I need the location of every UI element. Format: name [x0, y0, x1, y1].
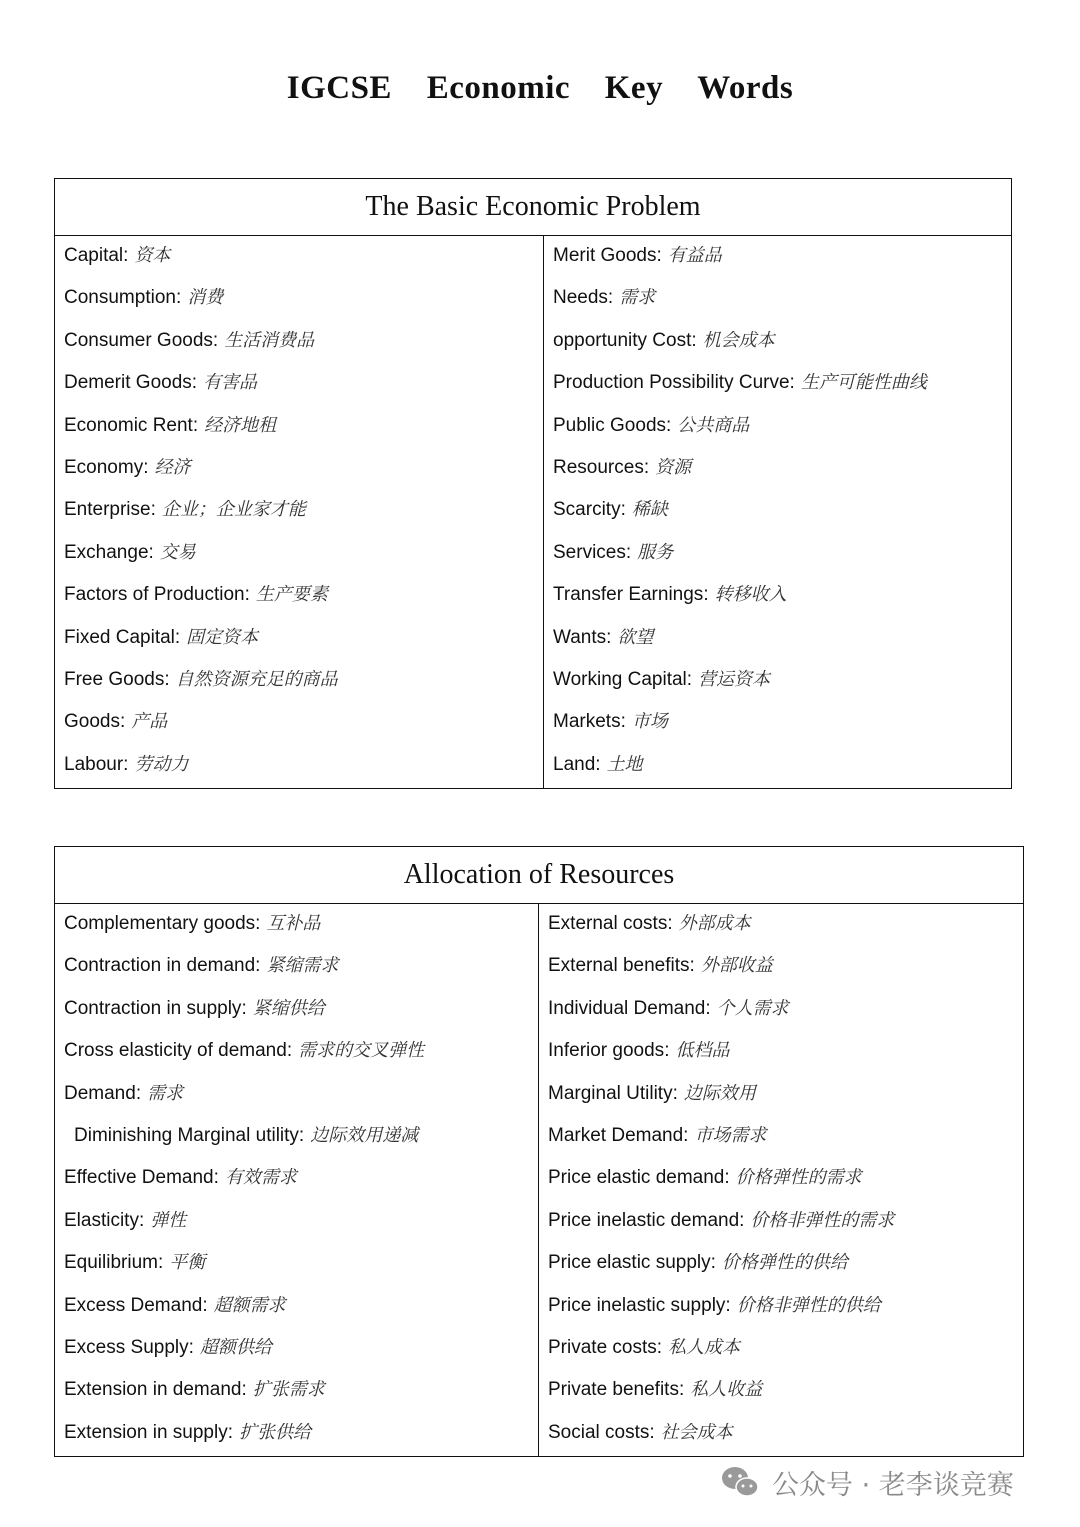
term-separator: :: [255, 913, 261, 934]
term-english: Excess Supply: [64, 1336, 189, 1358]
term-english: Marginal Utility: [548, 1082, 673, 1104]
term-chinese: 劳动力: [134, 753, 189, 775]
term-chinese: 固定资本: [186, 626, 259, 648]
term-row: [544, 370, 1011, 412]
term-chinese: 产品: [131, 711, 168, 733]
term-row: [55, 1165, 538, 1207]
term-separator: :: [620, 711, 626, 733]
term-chinese: 经济: [154, 456, 191, 478]
term-row: [55, 953, 538, 995]
term-chinese: 低档品: [675, 1040, 730, 1062]
term-row: [55, 413, 543, 455]
term-row: [55, 1038, 538, 1080]
term-row: [539, 1165, 1023, 1207]
term-row: [55, 1293, 538, 1335]
right-column: [539, 904, 1023, 1456]
term-row: [55, 752, 543, 794]
term-row: [55, 1335, 538, 1377]
term-chinese: 超额供给: [199, 1336, 272, 1358]
term-separator: :: [656, 245, 662, 266]
term-row: [544, 328, 1011, 370]
term-english: Effective Demand: [64, 1167, 214, 1189]
term-chinese: 互补品: [266, 913, 321, 934]
term-english: Excess Demand: [64, 1294, 203, 1316]
term-english: Consumer Goods: [64, 329, 213, 351]
term-english: opportunity Cost: [553, 329, 692, 351]
term-separator: :: [705, 997, 711, 1019]
term-english: External benefits: [548, 955, 690, 977]
term-chinese: 生产要素: [255, 584, 328, 606]
term-english: Equilibrium: [64, 1252, 158, 1274]
term-chinese: 私人收益: [690, 1379, 763, 1401]
term-separator: :: [191, 372, 198, 394]
term-english: Price elastic supply: [548, 1252, 711, 1274]
term-english: Transfer Earnings: [553, 584, 704, 606]
term-separator: :: [212, 329, 219, 351]
term-chinese: 生活消费品: [224, 329, 315, 351]
term-row: [544, 285, 1011, 327]
table-allocation-of-resources: [54, 846, 1024, 1457]
term-separator: :: [703, 584, 709, 606]
term-english: Production Possibility Curve: [553, 372, 790, 394]
term-separator: :: [119, 711, 126, 733]
wechat-icon: [720, 1465, 760, 1499]
term-chinese: 边际效用: [683, 1082, 756, 1104]
term-english: Labour: [64, 753, 124, 775]
term-chinese: 价格非弹性的需求: [750, 1209, 895, 1231]
term-english: Market Demand: [548, 1124, 684, 1146]
term-separator: :: [150, 499, 156, 521]
term-english: Resources: [553, 456, 644, 478]
term-chinese: 社会成本: [660, 1421, 733, 1443]
term-english: Services: [553, 541, 626, 563]
term-chinese: 边际效用递减: [310, 1124, 419, 1146]
term-row: [539, 1335, 1023, 1377]
term-row: [55, 370, 543, 412]
term-chinese: 有效需求: [224, 1167, 297, 1189]
term-english: Contraction in supply: [64, 997, 242, 1019]
term-separator: :: [174, 626, 181, 648]
term-row: [544, 667, 1011, 709]
term-chinese: 价格非弹性的供给: [736, 1294, 881, 1316]
term-english: Private benefits: [548, 1379, 679, 1401]
term-separator: :: [664, 1040, 670, 1062]
term-chinese: 营运资本: [698, 668, 771, 690]
term-row: [539, 953, 1023, 995]
term-separator: :: [241, 1379, 247, 1401]
term-english: Contraction in demand: [64, 955, 256, 977]
term-english: Scarcity: [553, 499, 621, 521]
term-chinese: 生产可能性曲线: [800, 372, 927, 394]
term-row: [55, 328, 543, 370]
term-separator: :: [672, 1082, 678, 1104]
term-row: [55, 911, 538, 953]
term-english: Demerit Goods: [64, 372, 192, 394]
term-separator: :: [710, 1252, 716, 1274]
term-chinese: 需求的交叉弹性: [298, 1040, 425, 1062]
term-chinese: 有益品: [667, 245, 722, 266]
term-chinese: 资源: [655, 456, 692, 478]
term-chinese: 外部收益: [700, 955, 773, 977]
term-english: Goods: [64, 711, 120, 733]
term-separator: :: [227, 1421, 233, 1443]
right-column: [544, 236, 1011, 788]
term-row: [544, 752, 1011, 794]
term-separator: :: [683, 1124, 689, 1146]
term-english: Price inelastic demand: [548, 1209, 740, 1231]
term-row: [539, 1038, 1023, 1080]
term-row: [539, 1250, 1023, 1292]
term-separator: :: [606, 626, 612, 648]
term-english: Needs: [553, 287, 608, 309]
term-separator: :: [148, 541, 154, 563]
term-english: Cross elasticity of demand: [64, 1040, 287, 1062]
term-english: Enterprise: [64, 499, 151, 521]
term-row: [55, 709, 543, 751]
term-english: Social costs: [548, 1421, 650, 1443]
term-row: [544, 497, 1011, 539]
term-chinese: 紧缩需求: [266, 955, 339, 977]
term-english: Price inelastic supply: [548, 1294, 726, 1316]
term-row: [544, 455, 1011, 497]
term-english: Individual Demand: [548, 997, 706, 1019]
term-row: [539, 1420, 1023, 1462]
term-row: [55, 1208, 538, 1250]
term-chinese: 有害品: [203, 372, 258, 394]
term-row: [55, 455, 543, 497]
table-heading: Allocation of Resources: [55, 847, 1023, 904]
term-english: Working Capital: [553, 668, 687, 690]
term-row: [55, 1250, 538, 1292]
term-chinese: 市场: [631, 711, 668, 733]
term-english: Extension in demand: [64, 1379, 242, 1401]
term-row: [539, 1081, 1023, 1123]
term-english: Factors of Production: [64, 584, 245, 606]
term-chinese: 需求: [619, 287, 656, 309]
term-row: [544, 625, 1011, 667]
table-basic-economic-problem: [54, 178, 1012, 789]
term-separator: :: [656, 1336, 663, 1358]
term-chinese: 欲望: [617, 626, 654, 648]
term-separator: :: [649, 1421, 655, 1443]
term-chinese: 交易: [159, 541, 196, 563]
table-heading: The Basic Economic Problem: [55, 179, 1011, 236]
term-row: [544, 709, 1011, 751]
term-separator: :: [667, 913, 673, 934]
term-separator: :: [725, 1294, 731, 1316]
term-english: Markets: [553, 711, 621, 733]
term-separator: :: [686, 668, 693, 690]
term-row: [539, 1208, 1023, 1250]
term-chinese: 服务: [637, 541, 674, 563]
term-row: [544, 413, 1011, 455]
term-chinese: 扩张需求: [252, 1379, 325, 1401]
page-title: IGCSE Economic Key Words: [286, 70, 794, 106]
term-chinese: 转移收入: [714, 584, 787, 606]
term-row: [55, 1420, 538, 1462]
term-separator: :: [244, 584, 250, 606]
term-chinese: 企业；企业家才能: [161, 499, 306, 521]
term-english: Free Goods: [64, 668, 165, 690]
term-english: Demand: [64, 1082, 136, 1104]
term-chinese: 需求: [147, 1082, 184, 1104]
term-chinese: 超额需求: [213, 1294, 286, 1316]
term-chinese: 外部成本: [678, 913, 751, 934]
term-row: [55, 582, 543, 624]
term-english: Complementary goods: [64, 913, 256, 934]
term-row: [539, 1293, 1023, 1335]
term-row: [55, 996, 538, 1038]
term-separator: :: [678, 1379, 685, 1401]
term-row: [539, 911, 1023, 953]
term-separator: :: [213, 1167, 219, 1189]
term-separator: :: [255, 955, 261, 977]
term-row: [55, 667, 543, 709]
term-chinese: 资本: [134, 245, 171, 266]
term-separator: :: [691, 329, 697, 351]
term-chinese: 机会成本: [702, 329, 775, 351]
term-separator: :: [724, 1167, 730, 1189]
term-row: [539, 1377, 1023, 1419]
term-chinese: 价格弹性的供给: [721, 1252, 848, 1274]
term-separator: :: [188, 1336, 194, 1358]
term-english: Exchange: [64, 541, 149, 563]
term-row: [55, 625, 543, 667]
term-separator: :: [138, 1209, 145, 1231]
term-english: Capital: [64, 245, 124, 266]
term-row: [544, 540, 1011, 582]
term-row: [539, 1123, 1023, 1165]
term-chinese: 消费: [187, 287, 224, 309]
term-chinese: 经济地租: [204, 414, 277, 436]
term-chinese: 公共商品: [677, 414, 750, 436]
term-chinese: 自然资源充足的商品: [175, 668, 338, 690]
term-chinese: 市场需求: [694, 1124, 767, 1146]
term-chinese: 稀缺: [631, 499, 668, 521]
term-separator: :: [241, 997, 247, 1019]
term-separator: :: [595, 753, 601, 775]
term-separator: :: [157, 1252, 164, 1274]
term-row: [544, 243, 1011, 285]
term-english: Public Goods: [553, 414, 667, 436]
term-row: [55, 1081, 538, 1123]
watermark: [720, 1462, 1014, 1502]
term-chinese: 弹性: [150, 1209, 187, 1231]
term-english: Private costs: [548, 1336, 657, 1358]
left-column: [55, 236, 544, 788]
left-column: [55, 904, 539, 1456]
term-english: Price elastic demand: [548, 1167, 725, 1189]
term-english: Land: [553, 753, 596, 775]
term-chinese: 个人需求: [716, 997, 789, 1019]
term-chinese: 紧缩供给: [252, 997, 325, 1019]
term-separator: :: [666, 414, 672, 436]
term-separator: :: [135, 1082, 142, 1104]
term-row: [55, 1123, 538, 1165]
term-english: Economic Rent: [64, 414, 193, 436]
term-english: Consumption: [64, 287, 176, 309]
term-row: [55, 243, 543, 285]
term-english: Fixed Capital: [64, 626, 175, 648]
term-english: Inferior goods: [548, 1040, 665, 1062]
term-separator: :: [286, 1040, 293, 1062]
term-separator: :: [123, 753, 129, 775]
term-separator: :: [789, 372, 795, 394]
term-row: [55, 285, 543, 327]
term-row: [544, 582, 1011, 624]
term-separator: :: [192, 414, 199, 436]
term-chinese: 扩张供给: [239, 1421, 311, 1443]
watermark-text: 公众号 · 老李谈竞赛: [772, 1469, 1014, 1501]
term-chinese: 土地: [606, 753, 643, 775]
term-separator: :: [123, 245, 129, 266]
term-english: Wants: [553, 626, 607, 648]
term-row: [539, 996, 1023, 1038]
term-separator: :: [143, 456, 149, 478]
term-english: Elasticity: [64, 1209, 139, 1231]
term-english: Diminishing Marginal utility: [74, 1124, 299, 1146]
term-chinese: 价格弹性的需求: [735, 1167, 862, 1189]
term-separator: :: [607, 287, 614, 309]
term-english: External costs: [548, 913, 668, 934]
term-separator: :: [620, 499, 626, 521]
term-separator: :: [739, 1209, 745, 1231]
term-chinese: 平衡: [169, 1252, 206, 1274]
term-chinese: 私人成本: [668, 1336, 741, 1358]
term-separator: :: [625, 541, 632, 563]
term-english: Economy: [64, 456, 144, 478]
term-english: Extension in supply: [64, 1421, 228, 1443]
term-separator: :: [298, 1124, 305, 1146]
term-separator: :: [164, 668, 170, 690]
term-english: Merit Goods: [553, 245, 657, 266]
term-separator: :: [175, 287, 182, 309]
term-row: [55, 497, 543, 539]
term-row: [55, 540, 543, 582]
term-separator: :: [643, 456, 650, 478]
term-separator: :: [689, 955, 695, 977]
term-row: [55, 1377, 538, 1419]
term-separator: :: [202, 1294, 208, 1316]
